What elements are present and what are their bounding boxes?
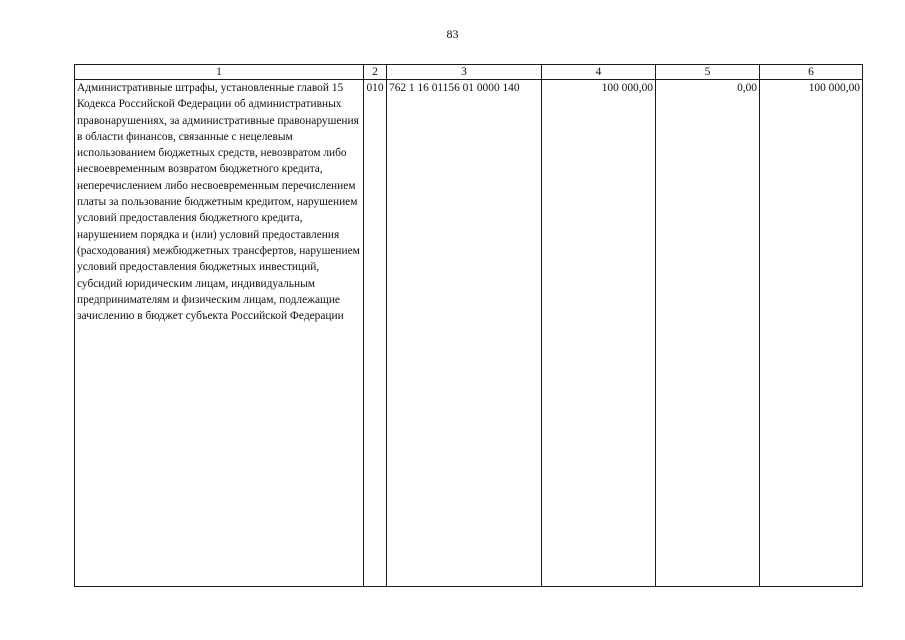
- row-amount-col-6: 100 000,00: [760, 80, 863, 587]
- table-header-row: [75, 65, 863, 80]
- header-col-6: 6: [760, 65, 863, 80]
- header-col-2: 2: [364, 65, 387, 80]
- budget-table: [74, 64, 863, 587]
- row-amount-col-5: 0,00: [656, 80, 760, 587]
- row-code: 010: [364, 80, 387, 587]
- header-col-4: 4: [542, 65, 656, 80]
- row-amount-col-4: 100 000,00: [542, 80, 656, 587]
- header-col-1: 1: [75, 65, 364, 80]
- page-number: 83: [446, 27, 459, 41]
- row-description: Административные штрафы, установленные главой 15 Кодекса Российской Федерации об административных правонарушениях, за административные правонарушения в области финансов, связанные с нецелевым использованием бюджетных средств, невозвратом либо несвоевременным возвратом бюджетного кредита, неперечислением либо несвоевременным перечислением платы за пользование бюджетным кредитом, нарушением условий предоставления бюджетного кредита, нарушением порядка и (или) условий предоставления (расходования) межбюджетных трансфертов, нарушением условий предоставления бюджетных инвестиций, субсидий юридическим лицам, индивидуальным предпринимателям и физическим лицам, подлежащие зачислению в бюджет субъекта Российской Федерации: [75, 80, 364, 587]
- header-col-3: 3: [387, 65, 542, 80]
- row-budget-classification-code: 762 1 16 01156 01 0000 140: [387, 80, 542, 587]
- header-col-5: 5: [656, 65, 760, 80]
- table-row: [75, 80, 863, 587]
